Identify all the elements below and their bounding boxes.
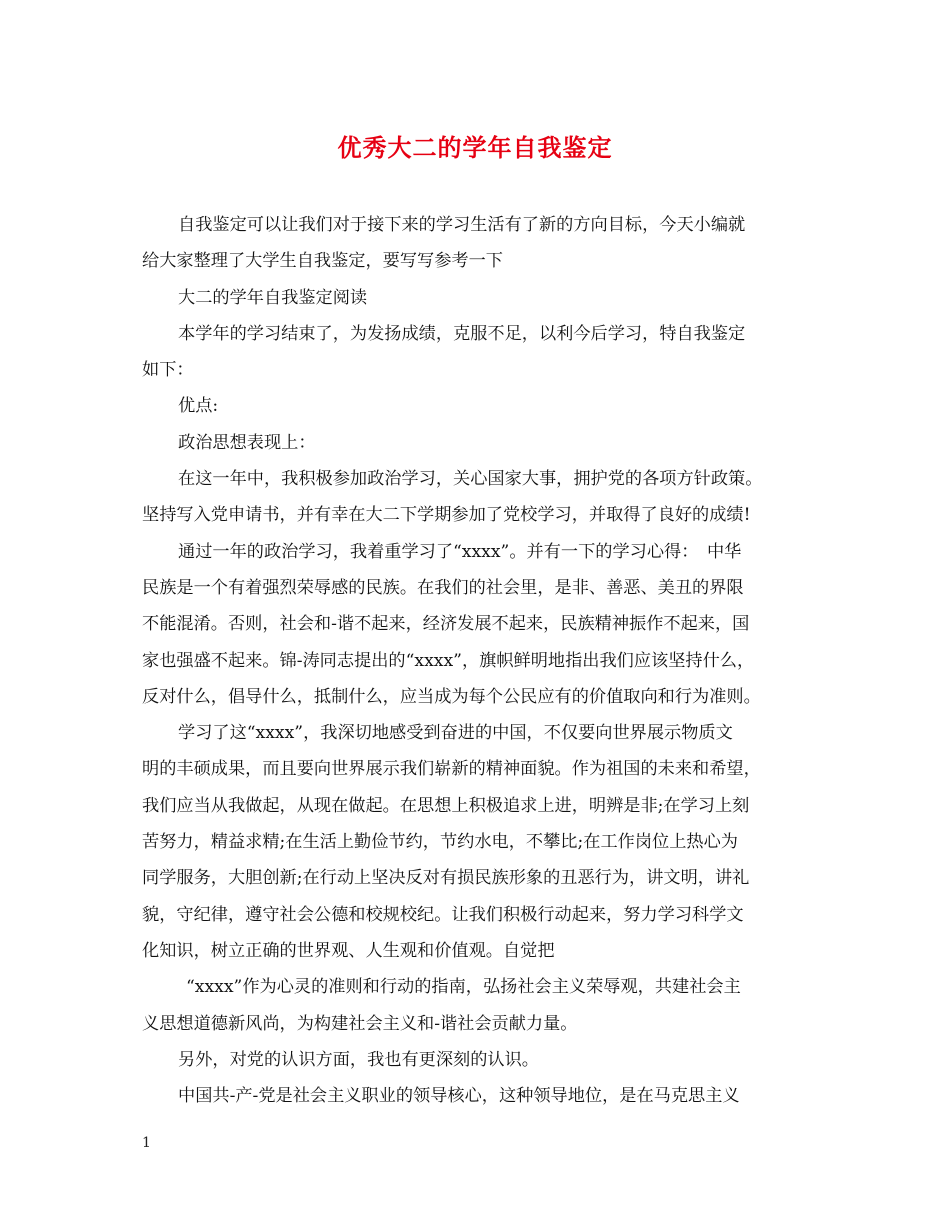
text-line: 优点: [178, 396, 219, 417]
text-line: 大二的学年自我鉴定阅读 [178, 287, 368, 308]
text-line: “xxxx”作为心灵的准则和行动的指南，弘扬社会主义荣辱观，共建社会主 [186, 977, 741, 998]
text-line: 政治思想表现上： [178, 432, 316, 453]
text-line: 本学年的学习结束了，为发扬成绩，克服不足，以利今后学习，特自我鉴定 [178, 323, 746, 344]
text-line: 坚持写入党申请书，并有幸在大二下学期参加了党校学习，并取得了良好的成绩! [142, 505, 751, 526]
text-line: 不能混淆。否则，社会和-谐不起来，经济发展不起来，民族精神振作不起来，国 [142, 614, 750, 635]
text-line: 另外，对党的认识方面，我也有更深刻的认识。 [178, 1049, 539, 1070]
text-line: 给大家整理了大学生自我鉴定，要写写参考一下 [142, 251, 503, 272]
text-line: 学习了这“xxxx”，我深切地感受到奋进的中国，不仅要向世界展示物质文 [178, 723, 733, 744]
text-line: 家也强盛不起来。锦-涛同志提出的“xxxx”，旗帜鲜明地指出我们应该坚持什么， [142, 650, 755, 671]
text-line: 明的丰硕成果，而且要向世界展示我们崭新的精神面貌。作为祖国的未来和希望， [142, 759, 761, 780]
text-line: 如下： [142, 360, 194, 381]
text-line: 义思想道德新风尚，为构建社会主义和-谐社会贡献力量。 [142, 1013, 578, 1034]
text-line: 同学服务，大胆创新;在行动上坚决反对有损民族形象的丑恶行为，讲文明，讲礼 [142, 868, 750, 889]
document-body [142, 207, 814, 1114]
text-line: 民族是一个有着强烈荣辱感的民族。在我们的社会里，是非、善恶、美丑的界限 [142, 577, 744, 598]
document-title: 优秀大二的学年自我鉴定 [337, 133, 613, 162]
text-line: 貌，守纪律，遵守社会公德和校规校纪。让我们积极行动起来，努力学习科学文 [142, 904, 744, 925]
text-line: 在这一年中，我积极参加政治学习，关心国家大事，拥护党的各项方针政策。 [178, 469, 763, 490]
text-line: 反对什么，倡导什么，抵制什么，应当成为每个公民应有的价值取向和行为准则。 [142, 686, 761, 707]
text-line: 我们应当从我做起，从现在做起。在思想上积极追求上进，明辨是非;在学习上刻 [142, 795, 750, 816]
page-number: 1 [142, 1135, 151, 1151]
text-line: 通过一年的政治学习，我着重学习了“xxxx”。并有一下的学习心得： 中华 [178, 541, 742, 562]
text-line: 苦努力，精益求精;在生活上勤俭节约，节约水电，不攀比;在工作岗位上热心为 [142, 832, 738, 853]
text-line: 中国共-产-党是社会主义职业的领导核心，这种领导地位，是在马克思主义 [178, 1086, 740, 1107]
text-line: 自我鉴定可以让我们对于接下来的学习生活有了新的方向目标，今天小编就 [178, 215, 746, 235]
text-line: 化知识，树立正确的世界观、人生观和价值观。自觉把 [142, 940, 555, 961]
